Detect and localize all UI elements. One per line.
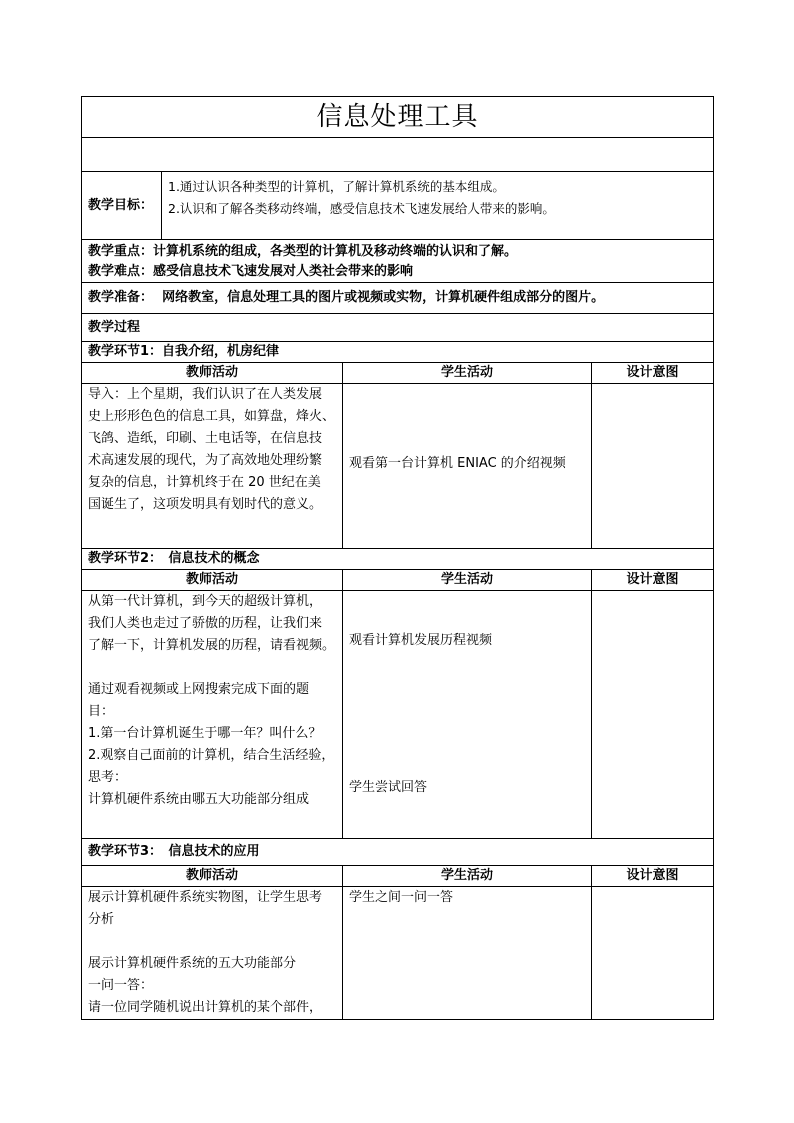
prep-content: 网络教室，信息处理工具的图片或视频或实物，计算机硬件组成部分的图片。 — [162, 290, 605, 305]
text-line: 了解一下，计算机发展的历程，请看视频。 — [88, 638, 336, 653]
text-line: 复杂的信息，计算机终于在 20 世纪在美 — [88, 475, 321, 490]
header-teacher: 教师活动 — [82, 570, 343, 591]
design-intent — [592, 591, 714, 839]
section-title: 教学环节1：自我介绍，机房纪律 — [82, 342, 714, 363]
goals-content — [162, 172, 714, 240]
blank-row — [82, 138, 714, 172]
process-label: 教学过程 — [82, 314, 714, 342]
goals-label: 教学目标： — [82, 172, 162, 240]
student-activity — [343, 591, 592, 839]
goal-item: 1.通过认识各种类型的计算机，了解计算机系统的基本组成。 — [168, 179, 505, 194]
lesson-plan-page — [81, 96, 713, 1020]
key-points — [82, 240, 714, 283]
difficult-point: 教学难点：感受信息技术飞速发展对人类社会带来的影响 — [88, 264, 414, 279]
student-text: 观看计算机发展历程视频 — [349, 633, 493, 648]
student-activity — [343, 887, 592, 1020]
text-line: 1.第一台计算机诞生于哪一年？叫什么？ — [88, 726, 322, 741]
student-activity — [343, 384, 592, 549]
text-line: 目： — [88, 704, 115, 719]
text-line: 史上形形色色的信息工具，如算盘，烽火、 — [88, 409, 336, 424]
text-line: 术高速发展的现代，为了高效地处理纷繁 — [88, 453, 323, 468]
design-intent — [592, 887, 714, 1020]
text-line: 分析 — [88, 912, 115, 927]
header-intent: 设计意图 — [592, 570, 714, 591]
goal-item: 2.认识和了解各类移动终端，感受信息技术飞速发展给人带来的影响。 — [168, 201, 555, 216]
text-line: 飞鸽、造纸，印刷、土电话等，在信息技 — [88, 431, 323, 446]
header-teacher: 教师活动 — [82, 866, 343, 887]
text-line — [88, 657, 338, 679]
text-line: 展示计算机硬件系统的五大功能部分 — [88, 956, 297, 971]
text-line: 从第一代计算机，到今天的超级计算机， — [88, 594, 323, 609]
text-line — [88, 931, 338, 953]
text-line: 国诞生了，这项发明具有划时代的意义。 — [88, 497, 323, 512]
section-title: 教学环节3： 信息技术的应用 — [82, 839, 714, 866]
design-intent — [592, 384, 714, 549]
text-line: 我们人类也走过了骄傲的历程，让我们来 — [88, 616, 323, 631]
text-line: 2.观察自己面前的计算机，结合生活经验， — [88, 748, 335, 763]
text-line: 通过观看视频或上网搜索完成下面的题 — [88, 682, 310, 697]
teacher-activity — [82, 887, 343, 1020]
key-point: 教学重点：计算机系统的组成，各类型的计算机及移动终端的认识和了解。 — [88, 244, 518, 259]
page-title: 信息处理工具 — [82, 97, 714, 138]
teacher-activity — [82, 384, 343, 549]
text-line: 展示计算机硬件系统实物图，让学生思考 — [88, 890, 323, 905]
header-intent: 设计意图 — [592, 363, 714, 384]
text-line: 请一位同学随机说出计算机的某个部件， — [88, 1000, 323, 1015]
header-student: 学生活动 — [343, 570, 592, 591]
prep-label: 教学准备： — [88, 290, 154, 305]
header-teacher: 教师活动 — [82, 363, 343, 384]
student-text: 学生之间一问一答 — [349, 890, 454, 905]
header-student: 学生活动 — [343, 363, 592, 384]
header-intent: 设计意图 — [592, 866, 714, 887]
text-line: 思考： — [88, 770, 128, 785]
student-text: 学生尝试回答 — [349, 780, 428, 795]
student-text: 观看第一台计算机 ENIAC 的介绍视频 — [349, 456, 566, 471]
teacher-activity — [82, 591, 343, 839]
text-line: 导入：上个星期，我们认识了在人类发展 — [88, 387, 323, 402]
header-student: 学生活动 — [343, 866, 592, 887]
section-title: 教学环节2： 信息技术的概念 — [82, 549, 714, 570]
text-line: 计算机硬件系统由哪五大功能部分组成 — [88, 792, 310, 807]
preparation — [82, 283, 714, 314]
text-line: 一问一答： — [88, 978, 154, 993]
lesson-plan-table — [81, 96, 714, 1020]
